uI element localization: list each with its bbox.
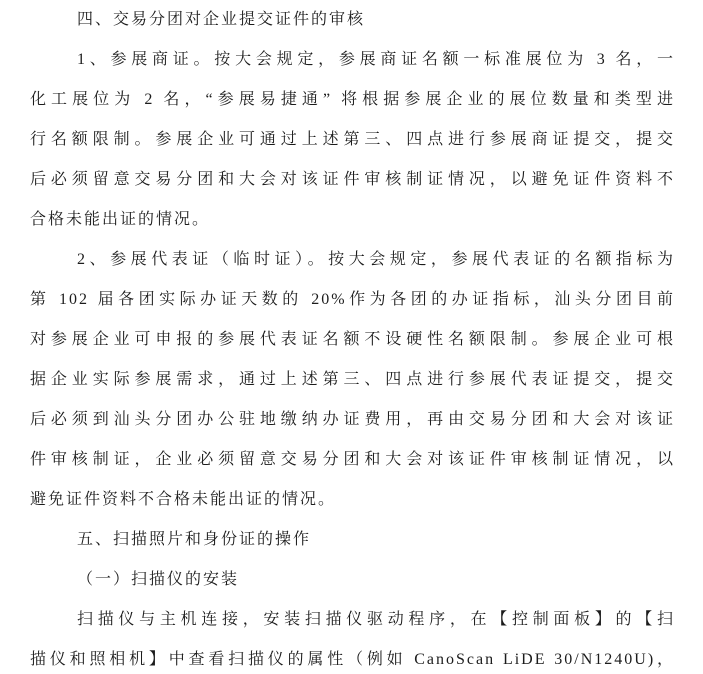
text-line: （一）扫描仪的安装 xyxy=(77,571,240,588)
text-line: 件审核制证，企业必须留意交易分团和大会对该证件审核制证情况，以 xyxy=(30,451,675,468)
text-line: 四、交易分团对企业提交证件的审核 xyxy=(77,11,366,28)
text-line: 1、参展商证。按大会规定，参展商证名额一标准展位为 3 名，一 xyxy=(77,51,675,68)
text-line: 五、扫描照片和身份证的操作 xyxy=(77,531,312,548)
text-line: 合格未能出证的情况。 xyxy=(30,211,211,228)
text-line: 后必须留意交易分团和大会对该证件审核制证情况，以避免证件资料不 xyxy=(30,171,675,188)
text-line: 后必须到汕头分团办公驻地缴纳办证费用，再由交易分团和大会对该证 xyxy=(30,411,675,428)
document-body xyxy=(30,0,675,674)
text-line: 避免证件资料不合格未能出证的情况。 xyxy=(30,491,337,508)
text-line: 第 102 届各团实际办证天数的 20%作为各团的办证指标，汕头分团目前 xyxy=(30,291,675,308)
text-line: 扫描仪与主机连接，安装扫描仪驱动程序，在【控制面板】的【扫 xyxy=(77,611,675,628)
text-line: 行名额限制。参展企业可通过上述第三、四点进行参展商证提交，提交 xyxy=(30,131,675,148)
text-line: 描仪和照相机】中查看扫描仪的属性（例如 CanoScan LiDE 30/N1240U)， xyxy=(30,651,675,668)
text-line: 据企业实际参展需求，通过上述第三、四点进行参展代表证提交，提交 xyxy=(30,371,675,388)
text-line: 2、参展代表证（临时证）。按大会规定，参展代表证的名额指标为 xyxy=(77,251,675,268)
text-line: 化工展位为 2 名，“参展易捷通” 将根据参展企业的展位数量和类型进 xyxy=(30,91,675,108)
text-line: 对参展企业可申报的参展代表证名额不设硬性名额限制。参展企业可根 xyxy=(30,331,675,348)
